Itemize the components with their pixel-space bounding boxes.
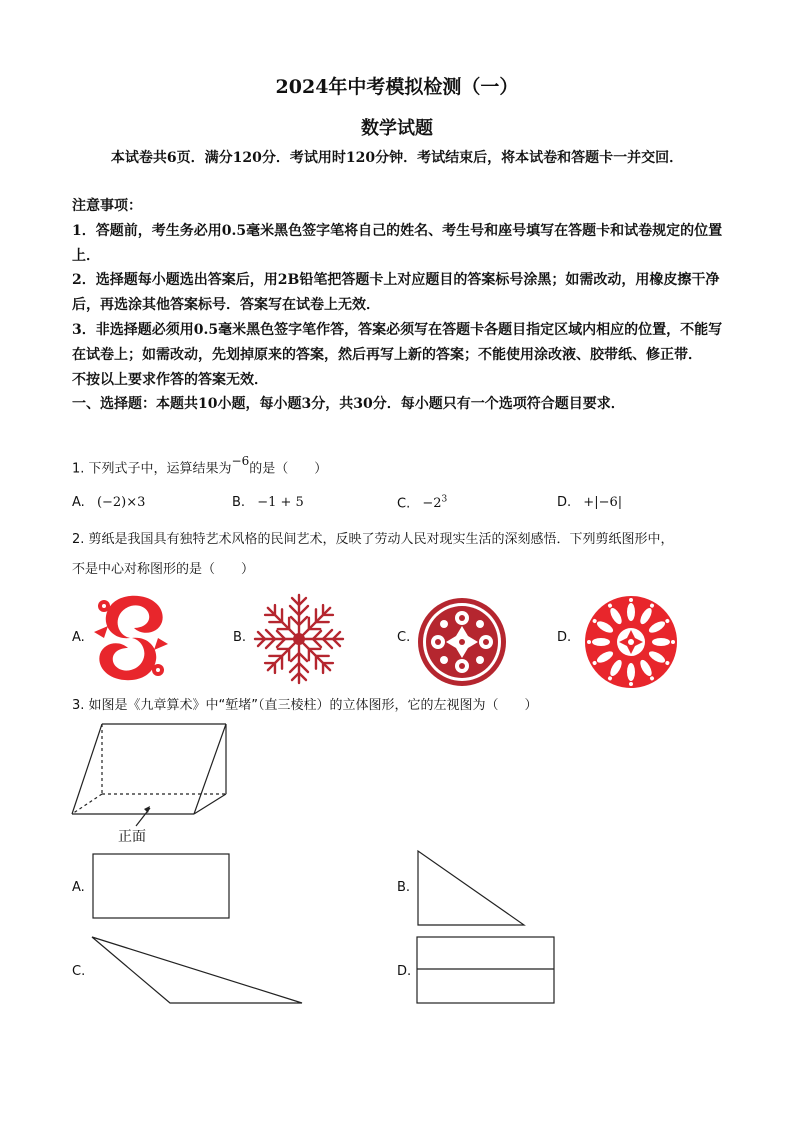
exam-title: 2024年中考模拟检测（一）: [275, 76, 519, 98]
note-item-1: 1．答题前，考生务必用0.5毫米黑色签字笔将自己的姓名、考生号和座号填写在答题卡和试卷规定的位置上．: [72, 222, 723, 264]
q1-option-c-expr: [422, 496, 447, 511]
exam-intro: 本试卷共6页．满分120分．考试用时120分钟．考试结束后，将本试卷和答题卡一并交回．: [110, 150, 684, 166]
q3-stem: 3. 如图是《九章算术》中“堑堵”（直三棱柱）的立体图形，它的左视图为（ ）: [72, 698, 538, 713]
q3-option-b-right-triangle: [416, 849, 526, 927]
exam-subtitle: 数学试题: [361, 118, 433, 139]
prism-figure: [70, 720, 230, 820]
q1-option-a-label: A.: [72, 495, 85, 510]
q3-option-b-label: B.: [397, 880, 411, 895]
q2-stem-line1: 2. 剪纸是我国具有独特艺术风格的民间艺术，反映了劳动人民对现实生活的深刻感悟．下列剪纸图形中，: [72, 532, 674, 547]
q2-option-c-label: C.: [397, 630, 411, 645]
papercut-circle-pattern-image: [416, 596, 508, 688]
q3-option-a-label: A.: [72, 880, 85, 895]
q1-option-c: [397, 495, 447, 511]
q1-option-b-label: B.: [232, 495, 246, 510]
papercut-flower-image: [583, 594, 679, 690]
q1-option-d-label: D.: [557, 495, 572, 510]
note-item-2: 2．选择题每小题选出答案后，用2B铅笔把答题卡上对应题目的答案标号涂黑；如需改动，用橡皮擦干净后，再选涂其他答案标号．答案写在试卷上无效．: [72, 272, 720, 314]
front-label: 正面: [118, 829, 146, 845]
note-item-3: 3．非选择题必须用0.5毫米黑色签字笔作答，答案必须写在答题卡各题目指定区域内相应的位置，不能写在试卷上；如需改动，先划掉原来的答案，然后再写上新的答案；不能使用涂改液、胶带纸、修正带．: [72, 321, 723, 363]
q1-option-b: [232, 495, 304, 510]
q1-option-c-label: C.: [397, 496, 411, 512]
q2-option-d-label: D.: [557, 630, 572, 645]
papercut-snowflake-image: [252, 592, 346, 686]
q1-stem-before: 1. 下列式子中，运算结果为: [72, 461, 232, 477]
q1-option-c-exp: 3: [441, 495, 448, 505]
q1-stem-after: 的是（ ）: [249, 461, 328, 477]
q3-option-d-split-rectangle: [416, 936, 556, 1004]
q1-stem: [72, 453, 732, 479]
section1-heading: 一、选择题：本题共10小题，每小题3分，共30分．每小题只有一个选项符合题目要求．: [72, 396, 625, 413]
q3-option-c-label: C.: [72, 964, 86, 979]
q1-stem-math: −6: [231, 454, 250, 468]
q3-option-c-obtuse-triangle: [90, 935, 306, 1005]
q3-option-d-label: D.: [397, 964, 412, 979]
q2-stem-line2: 不是中心对称图形的是（ ）: [72, 562, 255, 577]
papercut-fish-image: [90, 592, 172, 684]
q1-option-d-expr: +|−6|: [583, 495, 623, 510]
q1-option-b-expr: −1 + 5: [257, 495, 304, 510]
notes-footer: 不按以上要求作答的答案无效．: [72, 371, 268, 388]
notes-heading: 注意事项：: [72, 198, 142, 214]
q1-option-a-expr: (−2)×3: [96, 495, 146, 510]
q3-option-a-rectangle: [92, 853, 230, 919]
q1-option-c-base: −2: [422, 496, 442, 512]
q2-option-b-label: B.: [233, 630, 247, 645]
q2-option-a-label: A.: [72, 630, 85, 645]
q1-option-d: [557, 495, 622, 510]
notes-section: [72, 194, 724, 417]
q1-option-a: [72, 495, 145, 510]
